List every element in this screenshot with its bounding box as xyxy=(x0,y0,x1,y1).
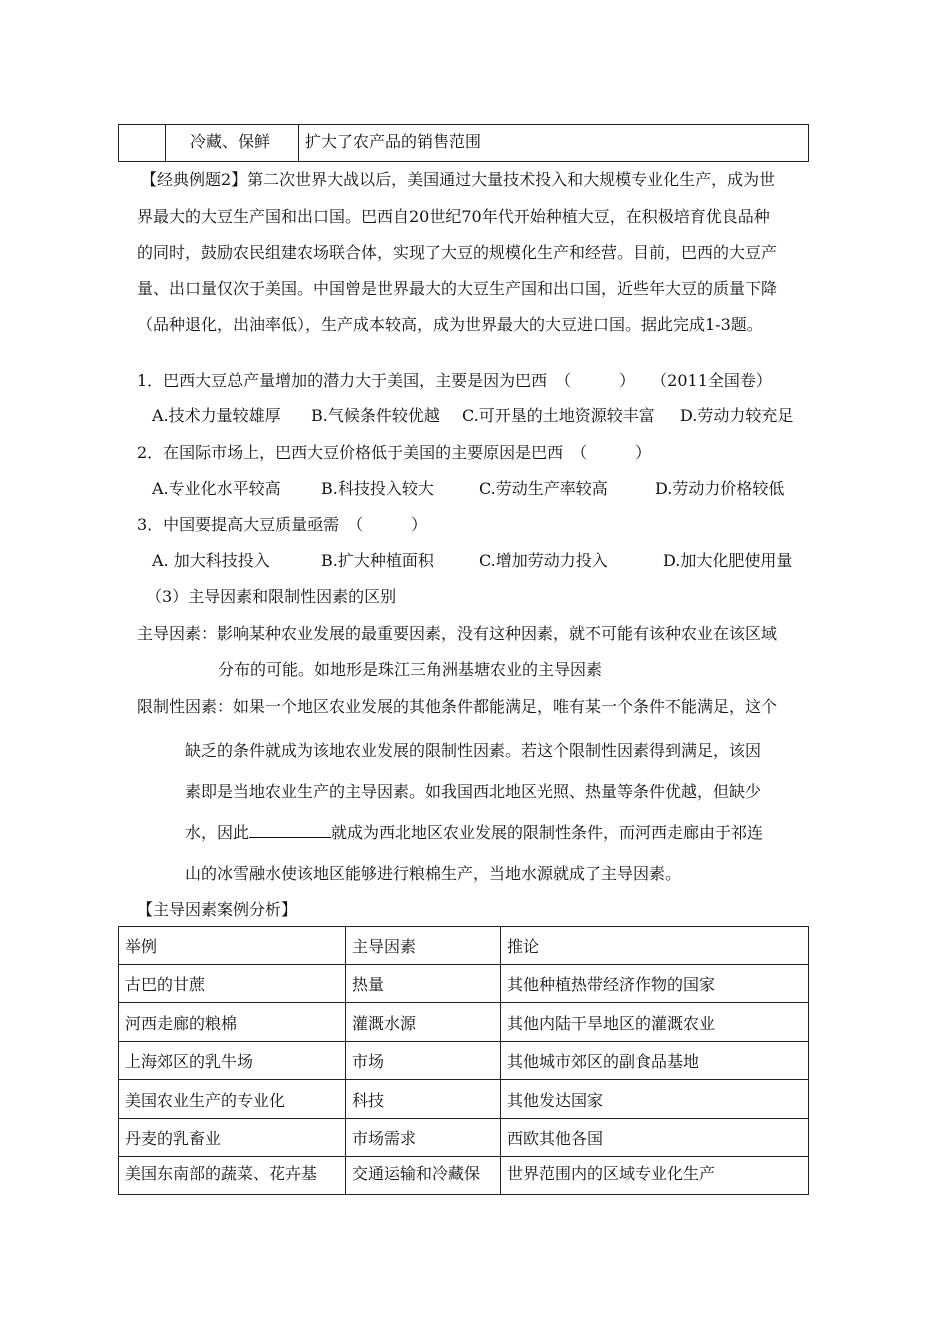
limiting-factor-line-4 xyxy=(185,820,763,843)
dominant-factor-line-2: 分布的可能。如地形是珠江三角洲基塘农业的主导因素 xyxy=(218,660,603,679)
table-row xyxy=(119,965,809,1003)
header-example: 举例 xyxy=(119,927,346,965)
limiting-factor-text-pre: 水，因此 xyxy=(185,823,250,842)
cell-inference: 其他内陆干旱地区的灌溉农业 xyxy=(501,1003,809,1042)
option-c: C.可开垦的土地资源较丰富 xyxy=(462,406,655,425)
option-b: B.科技投入较大 xyxy=(321,479,434,498)
table-row xyxy=(119,1157,809,1195)
option-a: A. 加大科技投入 xyxy=(152,551,270,570)
case-analysis-table xyxy=(118,926,809,1195)
example-line: 量、出口量仅次于美国。中国曾是世界最大的大豆生产国和出口国，近些年大豆的质量下降 xyxy=(137,279,778,298)
option-a: A.专业化水平较高 xyxy=(152,479,281,498)
limiting-factor-line-1 xyxy=(137,694,777,717)
option-c: C.劳动生产率较高 xyxy=(479,479,608,498)
cell-factor: 灌溉水源 xyxy=(346,1003,501,1042)
option-c: C.增加劳动力投入 xyxy=(479,551,608,570)
cell-inference: 其他种植热带经济作物的国家 xyxy=(501,965,809,1003)
section-3-heading: （3）主导因素和限制性因素的区别 xyxy=(146,587,397,606)
table-row xyxy=(119,1042,809,1080)
dominant-factor-text: 影响某种农业发展的最重要因素，没有这种因素，就不可能有该种农业在该区域 xyxy=(217,624,778,643)
limiting-factor-text: 如果一个地区农业发展的其他条件都能满足，唯有某一个条件不能满足，这个 xyxy=(233,697,778,716)
dominant-factor-label: 主导因素： xyxy=(137,624,218,643)
cell-example: 河西走廊的粮棉 xyxy=(119,1003,346,1042)
option-b: B.气候条件较优越 xyxy=(311,406,440,425)
top-table-cell-2: 冷藏、保鲜 xyxy=(166,125,299,162)
option-b: B.扩大种植面积 xyxy=(321,551,434,570)
header-inference: 推论 xyxy=(501,927,809,965)
cell-inference: 其他发达国家 xyxy=(501,1080,809,1119)
cell-example: 上海郊区的乳牛场 xyxy=(119,1042,346,1080)
cell-inference: 世界范围内的区域专业化生产 xyxy=(501,1157,809,1195)
cell-inference: 西欧其他各国 xyxy=(501,1119,809,1157)
header-dominant-factor: 主导因素 xyxy=(346,927,501,965)
cell-factor: 交通运输和冷藏保 xyxy=(346,1157,501,1195)
case-analysis-heading: 【主导因素案例分析】 xyxy=(137,900,298,919)
cell-factor: 热量 xyxy=(346,965,501,1003)
top-table-cell-3: 扩大了农产品的销售范围 xyxy=(299,125,809,162)
top-table-row xyxy=(119,125,809,162)
cell-example: 丹麦的乳畜业 xyxy=(119,1119,346,1157)
table-row xyxy=(119,1119,809,1157)
cell-example: 古巴的甘蔗 xyxy=(119,965,346,1003)
example-line: 【经典例题2】第二次世界大战以后，美国通过大量技术投入和大规模专业化生产，成为世 xyxy=(141,170,776,189)
example-line: 的同时，鼓励农民组建农场联合体，实现了大豆的规模化生产和经营。目前，巴西的大豆产 xyxy=(137,243,778,262)
cell-example: 美国农业生产的专业化 xyxy=(119,1080,346,1119)
cell-example: 美国东南部的蔬菜、花卉基 xyxy=(119,1157,346,1195)
example-line: （品种退化，出油率低），生产成本较高，成为世界最大的大豆进口国。据此完成1-3题。 xyxy=(137,315,763,334)
table-row xyxy=(119,1080,809,1119)
question-stem: 1．巴西大豆总产量增加的潜力大于美国，主要是因为巴西 （ ） （2011全国卷） xyxy=(137,371,772,390)
limiting-factor-line-3: 素即是当地农业生产的主导因素。如我国西北地区光照、热量等条件优越，但缺少 xyxy=(185,782,762,801)
limiting-factor-line-2: 缺乏的条件就成为该地农业发展的限制性因素。若这个限制性因素得到满足，该因 xyxy=(185,741,762,760)
top-table-cell-1 xyxy=(119,125,166,162)
cell-factor: 科技 xyxy=(346,1080,501,1119)
cell-factor: 市场 xyxy=(346,1042,501,1080)
answer-blank[interactable] xyxy=(249,823,331,838)
option-d: D.劳动力较充足 xyxy=(680,406,794,425)
cell-inference: 其他城市郊区的副食品基地 xyxy=(501,1042,809,1080)
limiting-factor-text-post: 就成为西北地区农业发展的限制性条件，而河西走廊由于祁连 xyxy=(331,823,764,842)
limiting-factor-line-5: 山的冰雪融水使该地区能够进行粮棉生产，当地水源就成了主导因素。 xyxy=(185,864,682,883)
cell-factor: 市场需求 xyxy=(346,1119,501,1157)
option-a: A.技术力量较雄厚 xyxy=(152,406,281,425)
top-table xyxy=(118,124,809,162)
question-stem: 3．中国要提高大豆质量亟需 （ ） xyxy=(137,515,428,534)
table-header-row xyxy=(119,927,809,965)
option-d: D.加大化肥使用量 xyxy=(663,551,793,570)
example-line: 界最大的大豆生产国和出口国。巴西自20世纪70年代开始种植大豆，在积极培育优良品种 xyxy=(137,207,770,226)
table-row xyxy=(119,1003,809,1042)
dominant-factor-line-1 xyxy=(137,621,777,644)
limiting-factor-label: 限制性因素： xyxy=(137,697,234,716)
question-stem: 2．在国际市场上，巴西大豆价格低于美国的主要原因是巴西 （ ） xyxy=(137,443,652,462)
option-d: D.劳动力价格较低 xyxy=(655,479,785,498)
